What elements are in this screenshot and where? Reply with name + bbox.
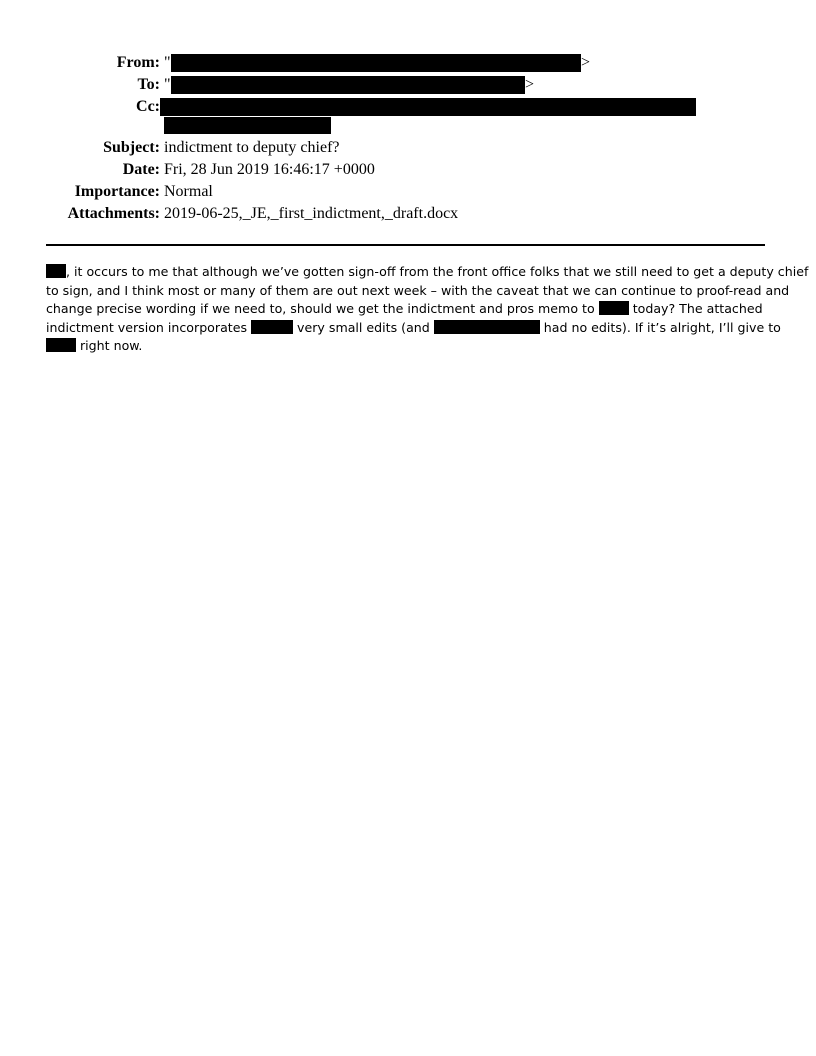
date-label: Date: [122,161,160,178]
body-text: very small edits (and [293,319,434,335]
cc-redaction-2 [164,117,331,134]
subject-row [0,138,816,158]
body-line [46,300,776,319]
redaction-box [599,301,629,315]
importance-row [0,182,816,202]
body-text: , it occurs to me that although we’ve gotten sign-off from the front office folks that we still need to get a deputy chief [66,264,809,279]
to-row [0,75,816,95]
attachments-row [0,204,816,224]
to-label: To: [137,76,160,93]
redaction-box [46,338,76,352]
from-row [0,53,816,73]
importance-label: Importance: [74,183,160,200]
redaction-box [251,320,293,334]
body-line [46,319,781,338]
body-text: indictment version incorporates [46,319,252,335]
cc-row [0,97,816,137]
to-quote: " [164,76,171,93]
body-text: to sign, and I think most or many of them are out next week – with the caveat that we can continue to proof-read and [46,282,790,298]
to-angle: > [525,76,535,93]
body-text: had no edits). If it’s alright, I’ll give to [539,319,781,335]
body-text: change precise wording if we need to, should we get the indictment and pros memo to [46,301,599,316]
importance-value: Normal [164,183,213,200]
date-value: Fri, 28 Jun 2019 16:46:17 +0000 [164,161,375,178]
header-divider [46,244,765,246]
from-label: From: [116,54,160,71]
redaction-box [46,264,66,278]
subject-label: Subject: [103,139,160,156]
subject-value: indictment to deputy chief? [164,139,340,156]
from-redaction [171,54,581,72]
attachment-file: 2019-06-25,_JE,_first_indictment,_draft.docx [164,205,459,222]
cc-label: Cc: [136,98,160,115]
attachments-label: Attachments: [67,205,160,222]
email-body [46,263,809,356]
from-quote: " [164,54,171,71]
to-redaction [171,76,525,94]
body-line [46,282,790,301]
body-text: right now. [76,338,143,353]
date-row [0,160,816,180]
body-line [46,337,776,356]
from-angle: > [581,54,591,71]
redaction-box [434,320,540,334]
cc-redaction-1 [160,98,696,116]
body-text: today? The attached [628,301,763,316]
body-line [46,263,809,282]
